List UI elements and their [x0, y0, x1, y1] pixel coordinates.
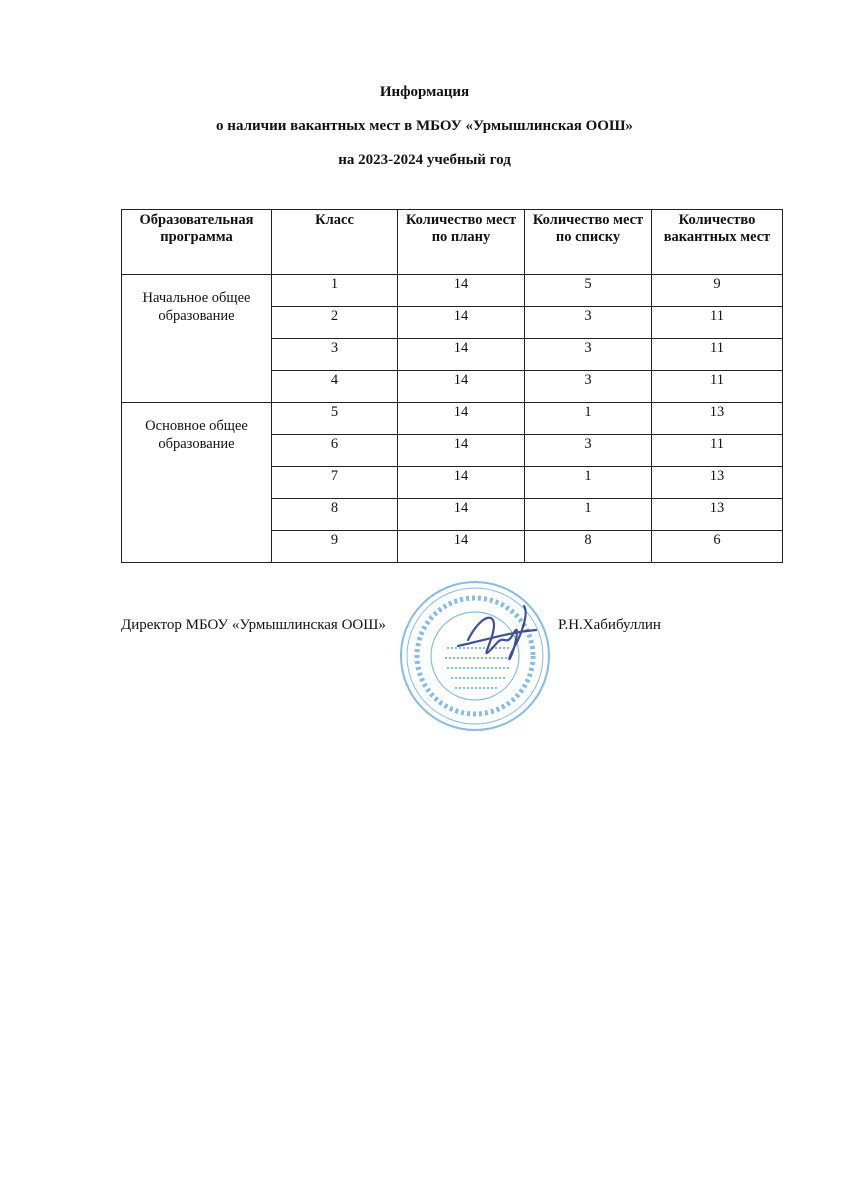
table-row [122, 275, 783, 307]
cell-plan: 14 [398, 403, 525, 435]
program-primary: Начальное общее образование [122, 275, 272, 403]
cell-plan: 14 [398, 339, 525, 371]
director-name: Р.Н.Хабибуллин [558, 617, 661, 633]
cell-list: 8 [525, 531, 652, 563]
cell-vacant: 11 [652, 371, 783, 403]
signature-icon [438, 600, 548, 675]
cell-plan: 14 [398, 467, 525, 499]
cell-vacant: 11 [652, 339, 783, 371]
cell-list: 3 [525, 435, 652, 467]
cell-class: 7 [272, 467, 398, 499]
cell-vacant: 13 [652, 467, 783, 499]
cell-plan: 14 [398, 531, 525, 563]
cell-vacant: 6 [652, 531, 783, 563]
header-class: Класс [272, 210, 398, 275]
title-line-2: о наличии вакантных мест в МБОУ «Урмышлинская ООШ» [216, 118, 633, 134]
cell-list: 1 [525, 499, 652, 531]
cell-class: 9 [272, 531, 398, 563]
cell-plan: 14 [398, 499, 525, 531]
header-program: Образовательная программа [122, 210, 272, 275]
table-header-row [122, 210, 783, 275]
cell-vacant: 9 [652, 275, 783, 307]
cell-plan: 14 [398, 371, 525, 403]
cell-plan: 14 [398, 307, 525, 339]
cell-list: 3 [525, 339, 652, 371]
cell-vacant: 11 [652, 307, 783, 339]
cell-plan: 14 [398, 275, 525, 307]
header-vacant: Количество вакантных мест [652, 210, 783, 275]
cell-vacant: 13 [652, 499, 783, 531]
cell-class: 8 [272, 499, 398, 531]
title-line-1: Информация [379, 84, 470, 100]
cell-class: 3 [272, 339, 398, 371]
cell-plan: 14 [398, 435, 525, 467]
cell-vacant: 13 [652, 403, 783, 435]
cell-list: 3 [525, 371, 652, 403]
cell-class: 4 [272, 371, 398, 403]
cell-vacant: 11 [652, 435, 783, 467]
cell-class: 1 [272, 275, 398, 307]
cell-list: 5 [525, 275, 652, 307]
header-list: Количество мест по списку [525, 210, 652, 275]
cell-list: 1 [525, 403, 652, 435]
cell-list: 3 [525, 307, 652, 339]
vacancy-table [121, 209, 783, 563]
cell-class: 2 [272, 307, 398, 339]
title-line-3: на 2023-2024 учебный год [338, 152, 511, 168]
director-position: Директор МБОУ «Урмышлинская ООШ» [121, 617, 386, 633]
header-plan: Количество мест по плану [398, 210, 525, 275]
program-basic: Основное общее образование [122, 403, 272, 563]
table-row [122, 403, 783, 435]
cell-class: 6 [272, 435, 398, 467]
cell-class: 5 [272, 403, 398, 435]
cell-list: 1 [525, 467, 652, 499]
